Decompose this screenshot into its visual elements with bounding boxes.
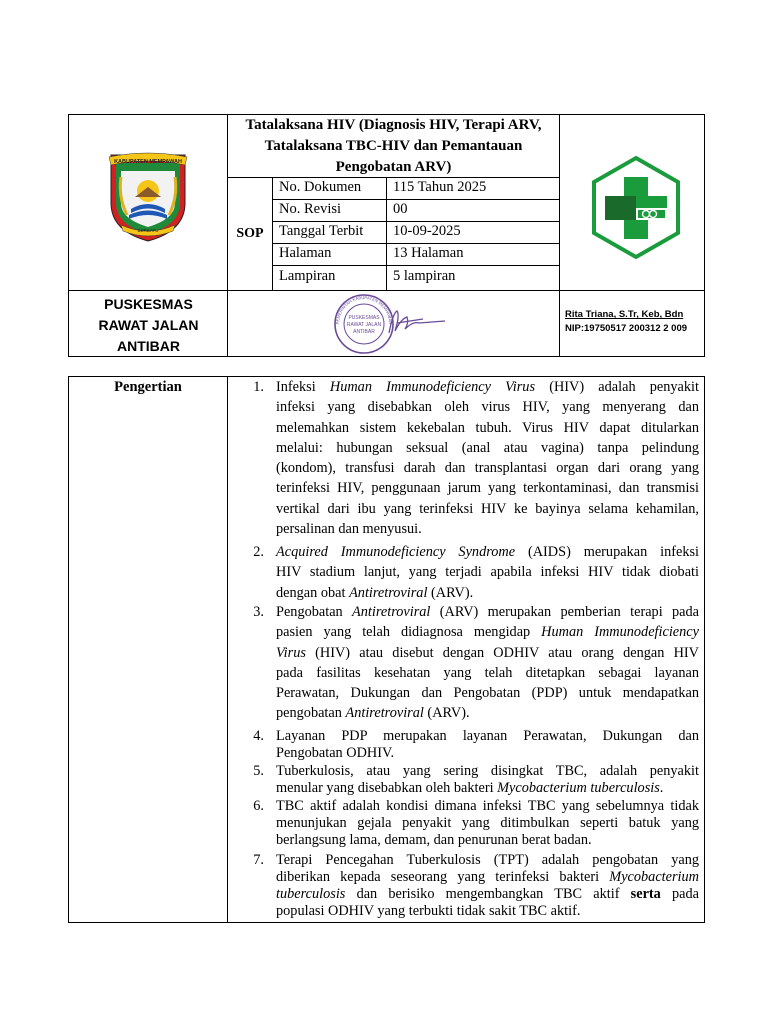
text-run: dengan obat [276,584,350,601]
org-line: ANTIBAR [117,338,180,354]
row-label: Tanggal Terbit [279,223,364,239]
org-line: RAWAT JALAN [98,317,199,333]
text-run: TBC aktif adalah kondisi dimana infeksi TBC yang sebelumnya tidak [276,798,699,814]
item-number: 5. [253,763,264,779]
official-stamp-icon [327,293,477,355]
signatory-block [565,308,687,336]
row-value: 5 lampiran [393,268,456,284]
divider [386,177,387,290]
text-run: Perawatan, Dukungan dan Pengobatan (PDP) untuk mendapatkan [276,685,699,702]
text-line [276,663,699,683]
text-line [276,728,699,745]
item-number: 3. [253,604,264,620]
text-line [276,418,699,438]
row-label: No. Dokumen [279,179,362,195]
italic-term: Antiretroviral [352,604,431,620]
signature-icon [389,311,445,333]
text-line [276,397,699,417]
item-text [276,852,699,920]
regency-emblem-icon [107,151,189,243]
italic-term: Human Immunodeficiency [541,624,699,641]
text-line [276,478,699,498]
text-line [276,622,699,642]
text-run: melalui: hubungan seksual (anal atau vagina) tanpa pelindung [276,439,699,456]
text-run: (HIV) atau disebut dengan ODHIV atau orang dengan HIV [305,644,699,661]
text-line [276,519,699,539]
item-number: 7. [253,852,264,868]
text-run: vertikal dari ibu yang terinfeksi HIV ke bayinya selama kehamilan, [276,500,699,517]
item-text [276,728,699,762]
stamp-ring-text: PEMERINTAH KABUPATEN MEMPAWAH [334,294,394,325]
title-line: Tatalaksana HIV (Diagnosis HIV, Terapi ARV, [245,117,542,133]
signatory-nip: NIP:19750517 200312 2 009 [565,323,688,334]
row-value: 13 Halaman [393,245,464,261]
text-line [276,683,699,703]
organization-name [69,290,228,357]
text-run: dan berisiko mengembangkan TBC aktif [345,886,631,902]
text-line [276,869,699,886]
title-line: Tatalaksana TBC-HIV dan Pemantauan [264,138,523,154]
text-line [276,583,699,603]
text-run: berlangsung lama, demam, dan penurunan berat badan. [276,832,592,848]
italic-term: Antiretroviral [349,584,428,601]
text-run: HIV stadium lanjut, yang terjadi apabila infeksi HIV tidak diobati [276,564,699,581]
text-line [276,832,699,849]
italic-term: tuberculosis [276,886,346,902]
text-run: Tuberkulosis, atau yang sering disingkat TBC, adalah penyakit [276,763,699,779]
italic-term: Acquired Immunodeficiency Syndrome [276,544,516,560]
text-run: pada fasilitas kesehatan yang telah ditetapkan sebagai layanan [276,664,699,681]
text-run: infeksi yang disebabkan oleh virus HIV, yang menyerang dan [276,399,699,416]
text-line [276,763,699,780]
italic-term: Human Immunodeficiency Virus [329,379,536,395]
text-run: Infeksi [276,379,330,395]
text-line [276,499,699,519]
italic-term: Antiretroviral [345,705,424,722]
item-number: 2. [253,544,264,560]
row-value: 10-09-2025 [393,223,461,239]
text-run: menunjukan gejala penyakit yang ditimbulkan seperti batuk yang [276,815,699,831]
row-value: 00 [393,201,408,217]
text-run: Terapi Pencegahan Tuberkulosis (TPT) adalah pengobatan yang [276,852,699,868]
item-text [276,377,699,539]
text-run: (kondom), transfusi darah dan transplantasi organ dari orang yang [276,460,699,477]
text-run: diberikan kepada seseorang yang terinfeksi bakteri [276,869,610,885]
emblem-motto-text: BERSATU [137,228,159,233]
text-line [276,798,699,815]
text-run: pengobatan [276,705,346,722]
content-table [68,376,705,923]
text-line [276,815,699,832]
signatory-name: Rita Triana, S.Tr, Keb, Bdn [565,309,684,320]
text-line [276,542,699,562]
text-run: Pengobatan [276,604,353,620]
text-line [276,745,699,762]
sop-header-table [68,114,705,357]
text-run: (ARV) merupakan pemberian terapi pada [430,604,699,620]
stamp-line: ANTIBAR [353,329,375,335]
text-line [276,562,699,582]
text-line [276,903,699,920]
title-line: Pengobatan ARV) [335,159,452,175]
text-line [276,438,699,458]
org-line: PUSKESMAS [104,296,193,312]
divider [559,115,560,356]
text-run: populasi ODHIV yang terbukti tidak sakit TBC aktif. [276,903,581,919]
row-label: Halaman [279,245,332,261]
document-title [228,115,559,177]
text-run: (AIDS) merupakan infeksi [515,544,700,560]
item-text [276,763,699,797]
item-number: 1. [253,379,264,395]
text-line [276,643,699,663]
item-text [276,542,699,603]
item-text [276,602,699,724]
bold-term: serta [630,886,661,902]
text-run: (HIV) adalah penyakit [535,379,699,395]
divider [227,377,228,922]
text-run: terinfeksi HIV, penggunaan jarum yang terkontaminasi, dan transmisi [276,480,699,497]
sop-label: SOP [236,225,264,241]
text-line [276,377,699,397]
stamp-line: PUSKESMAS [348,315,380,321]
stamp-line: RAWAT JALAN [346,322,382,328]
row-label: No. Revisi [279,201,342,217]
text-run: . [659,780,664,796]
text-line [276,602,699,622]
text-run: menular yang disebabkan oleh bakteri [276,780,498,796]
text-line [276,780,699,797]
text-run: (ARV). [423,705,470,722]
italic-term: Virus [276,644,306,661]
item-number: 6. [253,798,264,814]
emblem-banner-text: KABUPATEN MEMPAWAH [114,159,182,165]
text-run: Layanan PDP merupakan layanan Perawatan, Dukungan dan [276,728,699,744]
puskesmas-cross-icon [586,155,686,260]
item-text [276,798,699,849]
text-run: melemahkan sistem kekebalan tubuh. Virus HIV dapat ditularkan [276,419,699,436]
text-run: (ARV). [427,584,474,601]
text-run: persalinan dan menyusui. [276,521,422,538]
text-run: pada [660,886,700,902]
section-label: Pengertian [114,379,182,395]
row-value: 115 Tahun 2025 [393,179,487,195]
italic-term: Mycobacterium [609,869,699,885]
text-line [276,852,699,869]
text-run: Pengobatan ODHIV. [276,745,395,761]
text-line [276,886,699,903]
row-label: Lampiran [279,268,336,284]
item-number: 4. [253,728,264,744]
italic-term: Mycobacterium tuberculosis [497,780,660,796]
divider [272,177,273,290]
text-run: pasien yang telah didiagnosa mengidap [276,624,542,641]
text-line [276,703,699,723]
text-line [276,458,699,478]
